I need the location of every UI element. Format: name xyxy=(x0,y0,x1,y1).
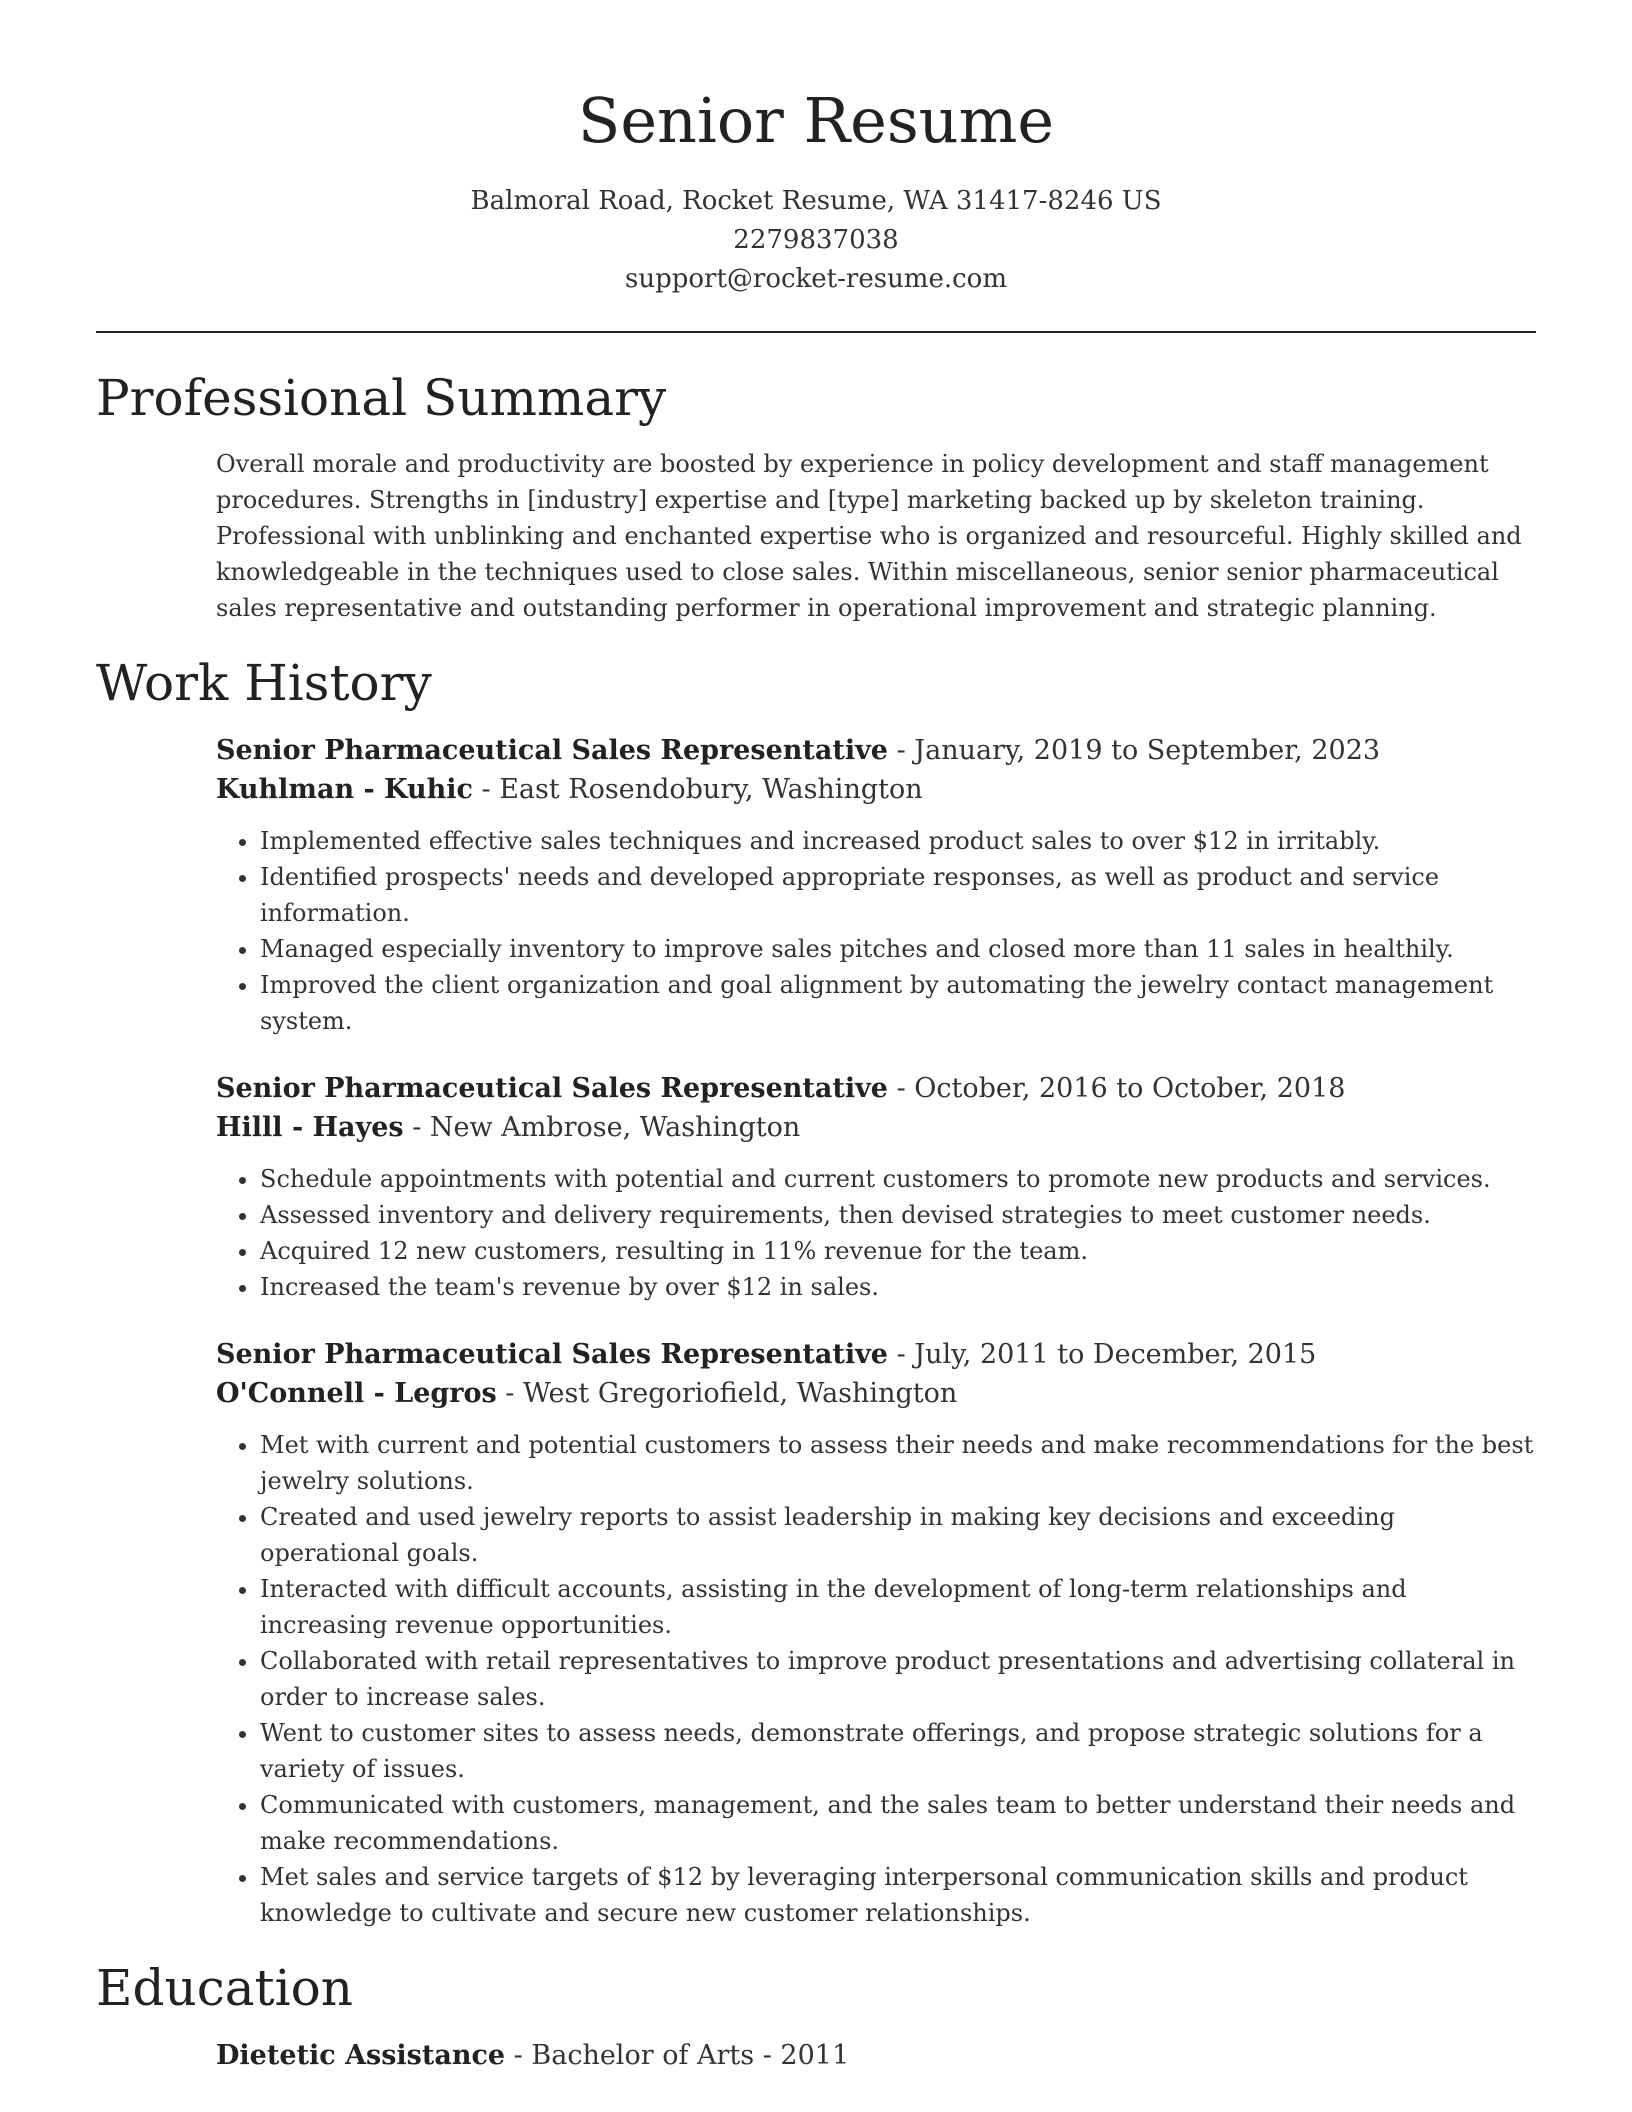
job-dates: - January, 2019 to September, 2023 xyxy=(887,735,1381,767)
job-dates: - October, 2016 to October, 2018 xyxy=(887,1073,1346,1105)
job-location: - New Ambrose, Washington xyxy=(403,1112,801,1144)
job-entry xyxy=(216,1335,1536,1931)
job-company: Kuhlman - Kuhic xyxy=(216,774,473,806)
job-bullet: • Communicated with customers, management, and the sales team to better understand their needs and make recommendations. xyxy=(260,1787,1536,1859)
address: Balmoral Road, Rocket Resume, WA 31417-8246 US xyxy=(470,186,1162,217)
job-bullets xyxy=(216,823,1536,1039)
education-field: Dietetic Assistance xyxy=(216,2040,506,2072)
job-company-line xyxy=(216,1108,1536,1147)
job-bullet: • Met sales and service targets of $12 by leveraging interpersonal communication skills and product knowledge to cultivate and secure new customer relationships. xyxy=(260,1859,1536,1931)
job-role: Senior Pharmaceutical Sales Representative xyxy=(216,1073,888,1105)
job-bullet: • Collaborated with retail representatives to improve product presentations and advertising collateral in order to increase sales. xyxy=(260,1643,1536,1715)
job-bullets xyxy=(216,1427,1536,1931)
education-section xyxy=(96,1961,1536,2075)
candidate-name: Senior Resume xyxy=(577,84,1055,157)
job-role: Senior Pharmaceutical Sales Representative xyxy=(216,735,888,767)
job-title-line xyxy=(216,1069,1536,1108)
job-company: O'Connell - Legros xyxy=(216,1378,497,1410)
summary-text: Overall morale and productivity are boosted by experience in policy development and staff management procedures. Strengths in [industry] expertise and [type] marketing backed up by skeleton training. Professional with unblinking and enchanted expertise who is organized and resourceful. Highly skilled and knowledgeable in the techniques used to close sales. Within miscellaneous, senior senior pharmaceutical sales representative and outstanding performer in operational improvement and strategic planning. xyxy=(216,450,1522,623)
job-bullet: • Improved the client organization and goal alignment by automating the jewelry contact management system. xyxy=(260,967,1536,1039)
job-bullet: • Met with current and potential customers to assess their needs and make recommendations for the best jewelry solutions. xyxy=(260,1427,1536,1499)
job-bullet: • Identified prospects' needs and developed appropriate responses, as well as product and service information. xyxy=(260,859,1536,931)
job-role: Senior Pharmaceutical Sales Representative xyxy=(216,1339,888,1371)
education-details: - Bachelor of Arts - 2011 xyxy=(505,2040,850,2072)
job-bullet: • Acquired 12 new customers, resulting in 11% revenue for the team. xyxy=(260,1233,1536,1269)
summary-title: Professional Summary xyxy=(96,369,667,428)
job-bullet: • Schedule appointments with potential and current customers to promote new products and services. xyxy=(260,1161,1536,1197)
job-company-line xyxy=(216,770,1536,809)
job-dates: - July, 2011 to December, 2015 xyxy=(887,1339,1317,1371)
job-title-line xyxy=(216,1335,1536,1374)
job-title-line xyxy=(216,731,1536,770)
work-history-title: Work History xyxy=(96,654,432,713)
work-history-section xyxy=(96,656,1536,1931)
job-bullet: • Increased the team's revenue by over $12 in sales. xyxy=(260,1269,1536,1305)
job-entry xyxy=(216,1069,1536,1305)
summary-section xyxy=(96,371,1536,626)
education-entry xyxy=(216,2036,1536,2075)
job-location: - East Rosendobury, Washington xyxy=(472,774,923,806)
job-bullet: • Went to customer sites to assess needs, demonstrate offerings, and propose strategic solutions for a variety of issues. xyxy=(260,1715,1536,1787)
job-bullet: • Managed especially inventory to improve sales pitches and closed more than 11 sales in healthily. xyxy=(260,931,1536,967)
job-bullet: • Assessed inventory and delivery requirements, then devised strategies to meet customer needs. xyxy=(260,1197,1536,1233)
phone-number: 2279837038 xyxy=(733,225,899,256)
job-bullets xyxy=(216,1161,1536,1305)
resume-header xyxy=(96,0,1536,299)
email-address: support@rocket-resume.com xyxy=(624,264,1007,295)
job-bullet: • Implemented effective sales techniques and increased product sales to over $12 in irritably. xyxy=(260,823,1536,859)
job-location: - West Gregoriofield, Washington xyxy=(496,1378,958,1410)
job-entry xyxy=(216,731,1536,1039)
job-bullet: • Created and used jewelry reports to assist leadership in making key decisions and exceeding operational goals. xyxy=(260,1499,1536,1571)
job-company: Hilll - Hayes xyxy=(216,1112,404,1144)
education-title: Education xyxy=(96,1959,353,2018)
header-divider xyxy=(96,331,1536,333)
job-company-line xyxy=(216,1374,1536,1413)
job-bullet: • Interacted with difficult accounts, assisting in the development of long-term relationships and increasing revenue opportunities. xyxy=(260,1571,1536,1643)
